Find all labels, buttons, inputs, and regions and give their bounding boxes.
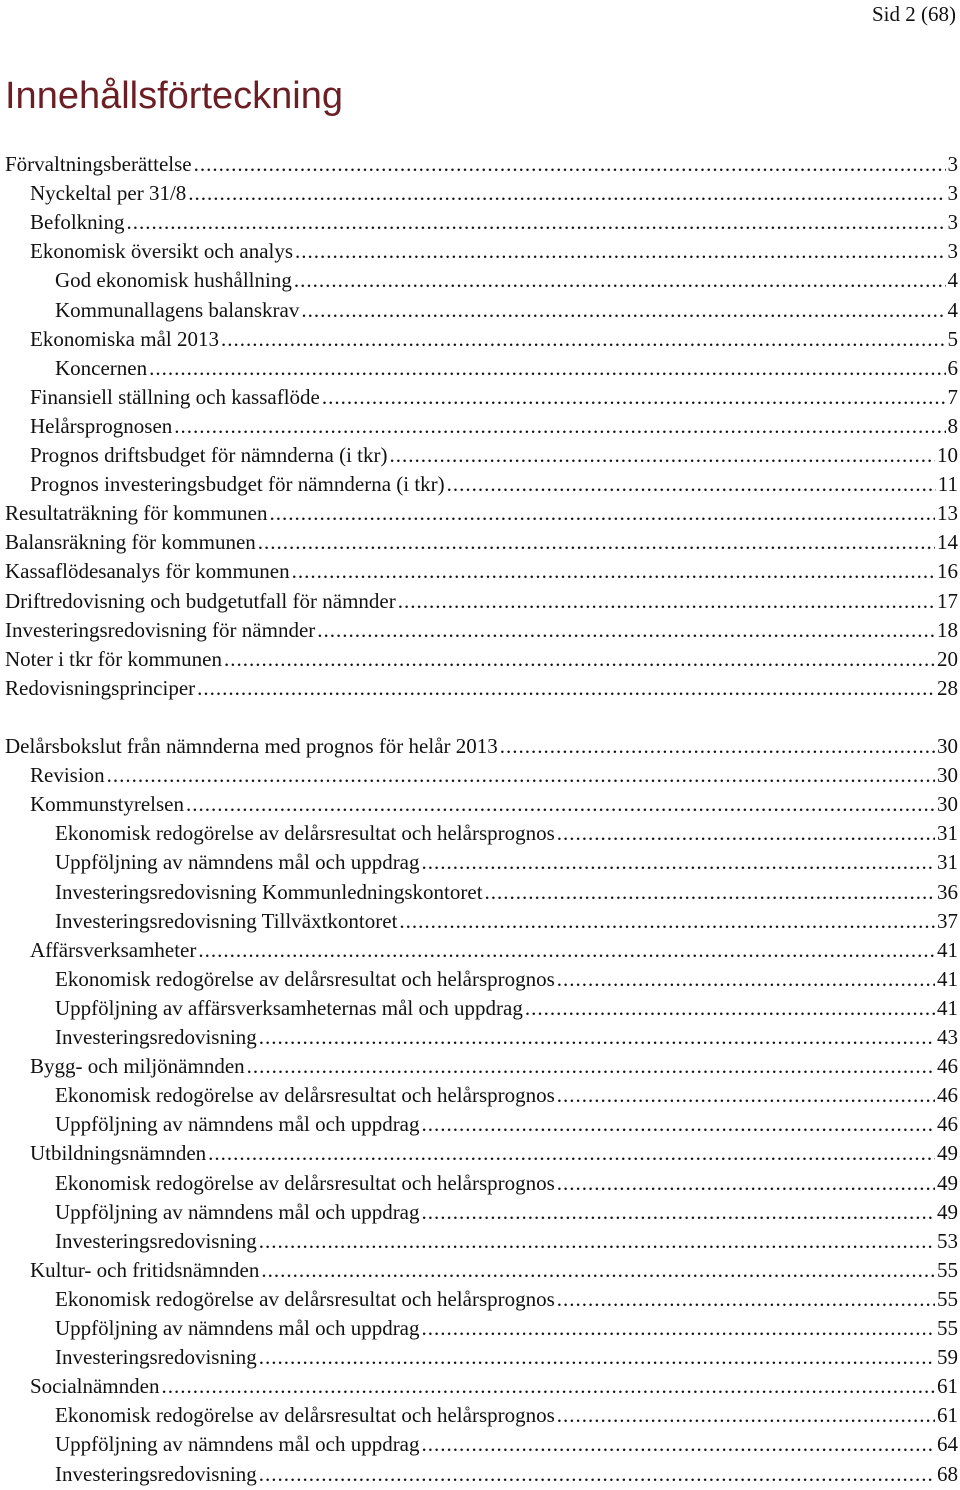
toc-entry-label: Utbildningsnämnden	[30, 1141, 207, 1166]
toc-entry-label: Uppföljning av nämndens mål och uppdrag	[55, 850, 420, 875]
toc-entry-page: 59	[937, 1345, 958, 1370]
toc-entry-page: 64	[937, 1432, 958, 1457]
toc-entry[interactable]	[30, 761, 958, 790]
toc-entry[interactable]	[30, 1052, 958, 1081]
toc-entry[interactable]	[55, 1169, 958, 1198]
toc-entry[interactable]	[30, 1139, 958, 1168]
toc-entry[interactable]	[5, 557, 958, 586]
toc-entry-label: Kommunallagens balanskrav	[55, 297, 300, 322]
toc-entry-page: 3	[947, 210, 958, 235]
toc-entry-page: 17	[937, 588, 958, 613]
toc-dot-leader	[557, 1081, 935, 1110]
page-number: Sid 2 (68)	[872, 2, 956, 26]
toc-entry-label: Ekonomisk översikt och analys	[30, 239, 294, 264]
toc-dot-leader	[500, 732, 935, 761]
toc-dot-leader	[247, 1052, 935, 1081]
toc-entry-page: 30	[937, 792, 958, 817]
toc-entry[interactable]	[30, 1372, 958, 1401]
toc-entry[interactable]	[55, 1460, 958, 1489]
toc-dot-leader	[525, 994, 935, 1023]
toc-entry[interactable]	[55, 994, 958, 1023]
toc-entry-page: 4	[947, 297, 958, 322]
toc-entry-label: Helårsprognosen	[30, 413, 173, 438]
toc-entry[interactable]	[55, 1285, 958, 1314]
toc-entry-page: 3	[947, 152, 958, 176]
toc-dot-leader	[557, 1401, 935, 1430]
toc-entry[interactable]	[55, 266, 958, 295]
toc-entry-page: 46	[937, 1054, 958, 1079]
toc-entry[interactable]	[30, 383, 958, 412]
toc-entry[interactable]	[30, 790, 958, 819]
toc-entry-page: 11	[937, 472, 958, 497]
toc-dot-leader	[422, 1430, 935, 1459]
toc-entry-label: Noter i tkr för kommunen	[5, 646, 222, 671]
toc-entry[interactable]	[55, 1227, 958, 1256]
toc-entry-page: 20	[937, 646, 958, 671]
toc-entry-label: Prognos driftsbudget för nämnderna (i tkr)	[30, 443, 388, 467]
toc-entry-label: Investeringsredovisning	[55, 1461, 257, 1486]
toc-dot-leader	[557, 1285, 935, 1314]
toc-entry-page: 31	[937, 850, 958, 875]
toc-entry-label: Resultaträkning för kommunen	[5, 501, 268, 526]
toc-entry-page: 49	[937, 1170, 958, 1195]
toc-entry-page: 53	[937, 1228, 958, 1253]
toc-entry[interactable]	[5, 674, 958, 703]
toc-entry-label: Finansiell ställning och kassaflöde	[30, 384, 320, 409]
toc-dot-leader	[259, 1343, 935, 1372]
toc-entry-label: Nyckeltal per 31/8	[30, 181, 187, 206]
toc-entry-page: 37	[937, 908, 958, 933]
toc-entry-label: Investeringsredovisning	[55, 1025, 257, 1049]
toc-dot-leader	[557, 965, 935, 994]
toc-entry[interactable]	[55, 1430, 958, 1459]
toc-entry-label: Delårsbokslut från nämnderna med prognos för helår 2013	[5, 734, 498, 758]
toc-entry-label: Ekonomisk redogörelse av delårsresultat och helårsprognos	[55, 1083, 555, 1108]
toc-dot-leader	[259, 1460, 935, 1489]
toc-entry-label: Investeringsredovisning för nämnder	[5, 617, 316, 642]
toc-entry-label: Affärsverksamheter	[30, 937, 197, 962]
toc-dot-leader	[322, 383, 946, 412]
toc-entry-page: 3	[947, 181, 958, 206]
toc-dot-leader	[422, 848, 935, 877]
toc-dot-leader	[194, 150, 946, 179]
toc-entry-label: Ekonomisk redogörelse av delårsresultat och helårsprognos	[55, 821, 555, 846]
toc-entry-page: 46	[937, 1083, 958, 1108]
toc-dot-leader	[259, 1023, 935, 1052]
toc-entry[interactable]	[5, 616, 958, 645]
toc-dot-leader	[197, 674, 935, 703]
toc-dot-leader	[258, 528, 935, 557]
toc-entry[interactable]	[55, 819, 958, 848]
toc-entry[interactable]	[30, 441, 958, 470]
toc-entry-page: 55	[937, 1257, 958, 1282]
toc-entry-label: Ekonomisk redogörelse av delårsresultat och helårsprognos	[55, 1170, 555, 1195]
toc-dot-leader	[224, 645, 935, 674]
toc-dot-leader	[398, 587, 935, 616]
toc-entry-page: 55	[937, 1286, 958, 1311]
toc-entry-label: Bygg- och miljönämnden	[30, 1054, 245, 1079]
toc-dot-leader	[422, 1198, 935, 1227]
toc-dot-leader	[295, 237, 945, 266]
toc-entry[interactable]	[30, 179, 958, 208]
toc-entry-label: Kommunstyrelsen	[30, 792, 184, 817]
toc-title: Innehållsförteckning	[5, 75, 343, 117]
toc-dot-leader	[294, 266, 946, 295]
toc-entry-label: Uppföljning av nämndens mål och uppdrag	[55, 1199, 420, 1224]
toc-dot-leader	[422, 1110, 935, 1139]
toc-entry[interactable]	[55, 1314, 958, 1343]
toc-entry[interactable]	[5, 528, 958, 557]
toc-entry-page: 30	[937, 734, 958, 758]
toc-entry[interactable]	[5, 645, 958, 674]
toc-entry[interactable]	[55, 878, 958, 907]
toc-dot-leader	[301, 296, 945, 325]
toc-entry-page: 31	[937, 821, 958, 846]
toc-dot-leader	[221, 325, 946, 354]
toc-entry-label: Prognos investeringsbudget för nämnderna (i tkr)	[30, 472, 445, 497]
toc-dot-leader	[317, 616, 935, 645]
toc-entry[interactable]	[5, 499, 958, 528]
toc-entry-page: 36	[937, 879, 958, 904]
toc-dot-leader	[422, 1314, 935, 1343]
toc-entry-page: 41	[937, 966, 958, 991]
toc-entry-page: 55	[937, 1316, 958, 1340]
toc-entry-page: 46	[937, 1112, 958, 1137]
toc-entry-label: Koncernen	[55, 355, 148, 380]
toc-entry-label: God ekonomisk hushållning	[55, 268, 292, 293]
toc-entry-label: Ekonomisk redogörelse av delårsresultat och helårsprognos	[55, 1403, 555, 1428]
toc-entry[interactable]	[55, 1198, 958, 1227]
toc-entry-label: Förvaltningsberättelse	[5, 152, 192, 176]
toc-entry-label: Socialnämnden	[30, 1374, 160, 1399]
toc-dot-leader	[269, 499, 935, 528]
toc-entry-page: 61	[937, 1403, 958, 1428]
toc-entry[interactable]	[55, 848, 958, 877]
toc-dot-leader	[149, 354, 945, 383]
toc-dot-leader	[161, 1372, 935, 1401]
toc-entry-label: Investeringsredovisning	[55, 1345, 257, 1370]
toc-entry-page: 41	[937, 995, 958, 1020]
toc-dot-leader	[186, 790, 935, 819]
toc-entry-label: Investeringsredovisning Tillväxtkontoret	[55, 908, 398, 933]
toc-entry-label: Uppföljning av nämndens mål och uppdrag	[55, 1112, 420, 1137]
toc-entry-label: Kassaflödesanalys för kommunen	[5, 559, 290, 584]
toc-dot-leader	[447, 470, 936, 499]
toc-entry[interactable]	[55, 1023, 958, 1052]
toc-dot-leader	[107, 761, 935, 790]
toc-entry-label: Ekonomiska mål 2013	[30, 326, 219, 351]
toc-dot-leader	[557, 819, 935, 848]
toc-entry-page: 10	[937, 443, 958, 467]
toc-entry-page: 18	[937, 617, 958, 642]
toc-entry-label: Redovisningsprinciper	[5, 675, 196, 700]
toc-entry-label: Kultur- och fritidsnämnden	[30, 1257, 260, 1282]
toc-entry-page: 49	[937, 1199, 958, 1224]
toc-dot-leader	[390, 441, 935, 470]
toc-entry[interactable]	[30, 470, 958, 499]
toc-entry-label: Balansräkning för kommunen	[5, 530, 256, 555]
toc-dot-leader	[292, 557, 935, 586]
toc-dot-leader	[557, 1169, 935, 1198]
toc-dot-leader	[485, 878, 935, 907]
toc-entry-page: 6	[947, 355, 958, 380]
toc-entry-page: 16	[937, 559, 958, 584]
toc-entry[interactable]	[30, 208, 958, 237]
toc-entry-label: Driftredovisning och budgetutfall för nämnder	[5, 588, 396, 613]
toc-entry-page: 4	[947, 268, 958, 293]
toc-entry-page: 3	[947, 239, 958, 264]
toc-entry[interactable]	[5, 587, 958, 616]
toc-entry-page: 13	[937, 501, 958, 526]
toc-entry-page: 41	[937, 937, 958, 962]
toc-entry[interactable]	[5, 150, 958, 179]
toc-entry-page: 43	[937, 1025, 958, 1049]
toc-entry[interactable]	[55, 907, 958, 936]
toc-entry[interactable]	[30, 237, 958, 266]
toc-entry-label: Uppföljning av nämndens mål och uppdrag	[55, 1316, 420, 1340]
toc-entry-label: Investeringsredovisning	[55, 1228, 257, 1253]
toc-entry-label: Uppföljning av affärsverksamheternas mål och uppdrag	[55, 995, 523, 1020]
toc-entry-page: 30	[937, 763, 958, 788]
toc-entry[interactable]	[30, 936, 958, 965]
toc-dot-leader	[198, 936, 935, 965]
toc-dot-leader	[261, 1256, 935, 1285]
toc-entry-label: Befolkning	[30, 210, 125, 235]
toc-entry-page: 49	[937, 1141, 958, 1166]
toc-entry[interactable]	[55, 965, 958, 994]
toc-entry[interactable]	[30, 1256, 958, 1285]
toc-entry-page: 8	[947, 413, 958, 438]
toc-entry-page: 28	[937, 675, 958, 700]
toc-entry-label: Uppföljning av nämndens mål och uppdrag	[55, 1432, 420, 1457]
toc-entry[interactable]	[55, 1081, 958, 1110]
toc-dot-leader	[188, 179, 945, 208]
toc-entry[interactable]	[55, 1343, 958, 1372]
toc-dot-leader	[174, 412, 945, 441]
toc-entry-label: Ekonomisk redogörelse av delårsresultat och helårsprognos	[55, 1286, 555, 1311]
toc-entry[interactable]	[55, 354, 958, 383]
toc-dot-leader	[399, 907, 935, 936]
toc-entry[interactable]	[5, 732, 958, 761]
toc-entry[interactable]	[55, 296, 958, 325]
toc-entry[interactable]	[30, 412, 958, 441]
toc-entry[interactable]	[55, 1110, 958, 1139]
toc-entry-label: Revision	[30, 763, 105, 788]
toc-entry[interactable]	[30, 325, 958, 354]
toc-entry-page: 7	[947, 384, 958, 409]
toc-entry-page: 68	[937, 1461, 958, 1486]
toc-entry-page: 5	[947, 326, 958, 351]
toc-entry[interactable]	[55, 1401, 958, 1430]
toc-dot-leader	[208, 1139, 935, 1168]
toc-entry-label: Ekonomisk redogörelse av delårsresultat och helårsprognos	[55, 966, 555, 991]
toc-dot-leader	[259, 1227, 935, 1256]
toc-entry-page: 14	[937, 530, 958, 555]
toc-dot-leader	[127, 208, 946, 237]
toc-entry-page: 61	[937, 1374, 958, 1399]
toc-entry-label: Investeringsredovisning Kommunledningskontoret	[55, 879, 483, 904]
